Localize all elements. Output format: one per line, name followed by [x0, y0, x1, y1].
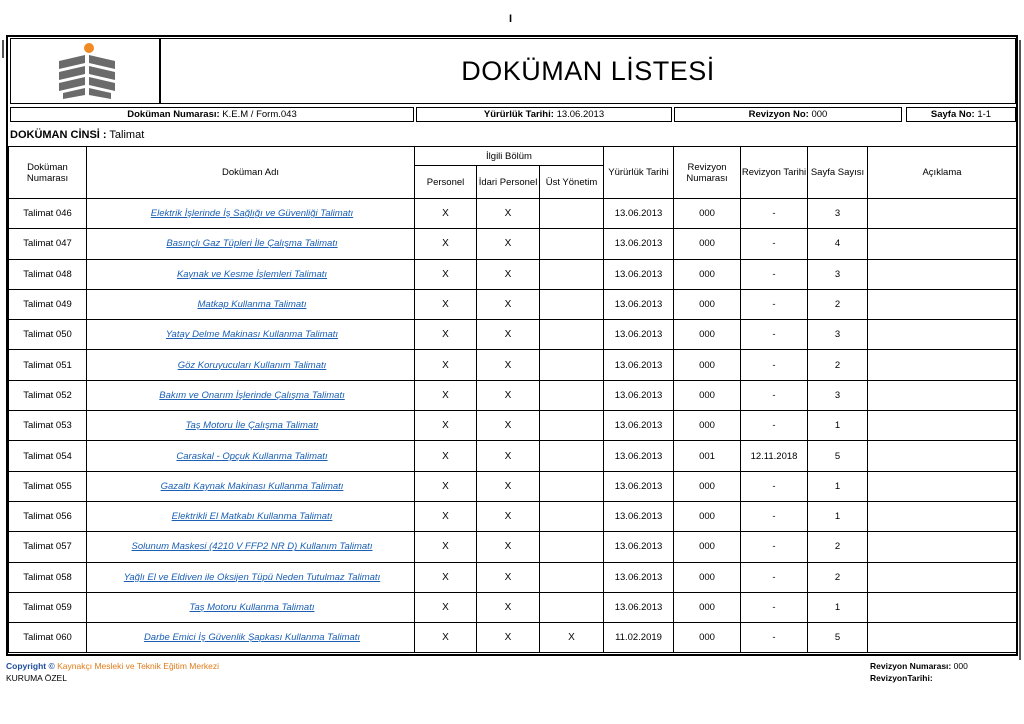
ust-yonetim-mark — [540, 259, 604, 289]
ust-yonetim-mark — [540, 532, 604, 562]
ust-yonetim-mark — [540, 289, 604, 319]
effective-date-cell: 13.06.2013 — [604, 532, 674, 562]
note-cell — [868, 380, 1017, 410]
personel-mark: X — [415, 592, 477, 622]
table-row — [9, 411, 1017, 441]
doc-name-link — [87, 562, 415, 592]
logo-box — [10, 38, 160, 104]
revision-no-value: 000 — [811, 109, 828, 120]
document-header — [8, 38, 1016, 104]
table-row — [9, 532, 1017, 562]
note-cell — [868, 501, 1017, 531]
personel-mark: X — [415, 380, 477, 410]
effective-date-cell: 13.06.2013 — [604, 259, 674, 289]
note-cell — [868, 320, 1017, 350]
footer-left — [6, 660, 219, 684]
personel-mark: X — [415, 289, 477, 319]
doc-number-cell: Talimat 055 — [9, 471, 87, 501]
doc-name-link[interactable]: Yağlı El ve Eldiven ile Oksijen Tüpü Neden Tutulmaz Talimatı — [123, 571, 381, 583]
page-count-cell: 3 — [808, 259, 868, 289]
note-cell — [868, 532, 1017, 562]
revision-number-cell: 000 — [674, 592, 741, 622]
header-doc-number: Doküman Numarası — [9, 147, 87, 199]
doc-name-link — [87, 441, 415, 471]
page-count-cell: 2 — [808, 562, 868, 592]
personel-mark: X — [415, 441, 477, 471]
page-count-cell: 3 — [808, 380, 868, 410]
effective-date-cell: 13.06.2013 — [604, 289, 674, 319]
revision-date-cell: - — [741, 471, 808, 501]
table-row — [9, 471, 1017, 501]
revision-number-cell: 000 — [674, 411, 741, 441]
page-count-cell: 1 — [808, 471, 868, 501]
doc-name-link[interactable]: Göz Koruyucuları Kullanım Talimatı — [177, 359, 327, 371]
doc-name-link — [87, 289, 415, 319]
ust-yonetim-mark — [540, 380, 604, 410]
revision-date-cell: - — [741, 501, 808, 531]
revision-no-cell — [674, 107, 902, 122]
doc-name-link — [87, 532, 415, 562]
page-mark: I — [509, 13, 513, 25]
header-doc-name: Doküman Adı — [87, 147, 415, 199]
page-count-cell: 5 — [808, 441, 868, 471]
header-effective-date: Yürürlük Tarihi — [604, 147, 674, 199]
table-row — [9, 592, 1017, 622]
personel-mark: X — [415, 199, 477, 229]
doc-name-link[interactable]: Elektrikli El Matkabı Kullanma Talimatı — [171, 511, 333, 523]
effective-date-cell: 13.06.2013 — [604, 229, 674, 259]
doc-name-link[interactable]: Kaynak ve Kesme İşlemleri Talimatı — [176, 268, 328, 280]
idari-personel-mark: X — [477, 623, 540, 653]
effective-date-label: Yürürlük Tarihi: — [483, 109, 554, 120]
ust-yonetim-mark — [540, 471, 604, 501]
personel-mark: X — [415, 411, 477, 441]
personel-mark: X — [415, 532, 477, 562]
table-row — [9, 441, 1017, 471]
revision-date-cell: - — [741, 623, 808, 653]
doc-number-cell — [10, 107, 414, 122]
doc-number-cell: Talimat 047 — [9, 229, 87, 259]
revision-date-cell: - — [741, 229, 808, 259]
doc-number-cell: Talimat 058 — [9, 562, 87, 592]
effective-date-cell: 11.02.2019 — [604, 623, 674, 653]
header-ust-yonetim: Üst Yönetim — [540, 166, 604, 199]
note-cell — [868, 199, 1017, 229]
personel-mark: X — [415, 259, 477, 289]
doc-name-link — [87, 259, 415, 289]
page-count-cell: 1 — [808, 592, 868, 622]
header-revision-number: Revizyon Numarası — [674, 147, 741, 199]
effective-date-cell: 13.06.2013 — [604, 199, 674, 229]
ust-yonetim-mark — [540, 320, 604, 350]
effective-date-cell: 13.06.2013 — [604, 320, 674, 350]
idari-personel-mark: X — [477, 441, 540, 471]
revision-number-cell: 000 — [674, 199, 741, 229]
note-cell — [868, 471, 1017, 501]
footer-rev-no-value: 000 — [953, 661, 968, 671]
effective-date-cell — [416, 107, 672, 122]
doc-number-cell: Talimat 057 — [9, 532, 87, 562]
doc-name-link[interactable]: Gazaltı Kaynak Makinası Kullanma Talimatı — [160, 480, 344, 492]
idari-personel-mark: X — [477, 501, 540, 531]
table-row — [9, 623, 1017, 653]
page-count-cell: 3 — [808, 199, 868, 229]
doc-number-cell: Talimat 052 — [9, 380, 87, 410]
ust-yonetim-mark: X — [540, 623, 604, 653]
footer-rev-date-label: RevizyonTarihi: — [870, 673, 933, 683]
revision-date-cell: - — [741, 532, 808, 562]
revision-number-cell: 000 — [674, 380, 741, 410]
effective-date-cell: 13.06.2013 — [604, 501, 674, 531]
doc-number-cell: Talimat 054 — [9, 441, 87, 471]
copyright-label: Copyright © — [6, 661, 55, 671]
doc-name-link[interactable]: Solunum Maskesi (4210 V FFP2 NR D) Kullanım Talimatı — [131, 541, 373, 553]
note-cell — [868, 350, 1017, 380]
doc-name-link[interactable]: Yatay Delme Makinası Kullanma Talimatı — [165, 329, 339, 341]
document-table — [8, 146, 1017, 653]
revision-number-cell: 000 — [674, 259, 741, 289]
doc-type-line — [10, 129, 144, 141]
note-cell — [868, 411, 1017, 441]
doc-number-cell: Talimat 046 — [9, 199, 87, 229]
idari-personel-mark: X — [477, 532, 540, 562]
doc-name-link[interactable]: Darbe Emici İş Güvenlik Şapkası Kullanma Talimatı — [143, 632, 361, 644]
doc-number-cell: Talimat 050 — [9, 320, 87, 350]
doc-name-link[interactable]: Elektrik İşlerinde İş Sağlığı ve Güvenliği Talimatı — [150, 208, 354, 220]
ust-yonetim-mark — [540, 441, 604, 471]
table-row — [9, 350, 1017, 380]
note-cell — [868, 623, 1017, 653]
doc-number-value: K.E.M / Form.043 — [222, 109, 297, 120]
doc-number-cell: Talimat 051 — [9, 350, 87, 380]
revision-number-cell: 001 — [674, 441, 741, 471]
doc-name-link — [87, 471, 415, 501]
table-row — [9, 501, 1017, 531]
book-logo-icon — [11, 39, 159, 103]
revision-date-cell: - — [741, 199, 808, 229]
ust-yonetim-mark — [540, 350, 604, 380]
table-row — [9, 259, 1017, 289]
personel-mark: X — [415, 320, 477, 350]
idari-personel-mark: X — [477, 320, 540, 350]
ust-yonetim-mark — [540, 562, 604, 592]
note-cell — [868, 289, 1017, 319]
header-page-count: Sayfa Sayısı — [808, 147, 868, 199]
table-row — [9, 229, 1017, 259]
table-row — [9, 289, 1017, 319]
revision-number-cell: 000 — [674, 623, 741, 653]
revision-date-cell: - — [741, 350, 808, 380]
doc-type-label: DOKÜMAN CİNSİ : — [10, 129, 107, 141]
page-count-cell: 4 — [808, 229, 868, 259]
personel-mark: X — [415, 350, 477, 380]
idari-personel-mark: X — [477, 471, 540, 501]
ust-yonetim-mark — [540, 229, 604, 259]
revision-number-cell: 000 — [674, 501, 741, 531]
doc-number-cell: Talimat 053 — [9, 411, 87, 441]
idari-personel-mark: X — [477, 411, 540, 441]
note-cell — [868, 441, 1017, 471]
doc-name-link — [87, 229, 415, 259]
revision-date-cell: - — [741, 592, 808, 622]
note-cell — [868, 592, 1017, 622]
doc-name-link[interactable]: Caraskal - Opçuk Kullanma Talimatı — [176, 450, 328, 462]
meta-bar — [8, 107, 1016, 124]
effective-date-cell: 13.06.2013 — [604, 350, 674, 380]
doc-name-link — [87, 199, 415, 229]
doc-name-link — [87, 623, 415, 653]
page-no-cell — [906, 107, 1016, 122]
footer-rev-no-label: Revizyon Numarası: — [870, 661, 952, 671]
revision-date-cell: - — [741, 289, 808, 319]
doc-name-link[interactable]: Taş Motoru Kullanma Talimatı — [189, 602, 315, 613]
revision-date-cell: - — [741, 259, 808, 289]
revision-number-cell: 000 — [674, 471, 741, 501]
header-idari-personel: İdari Personel — [477, 166, 540, 199]
personel-mark: X — [415, 623, 477, 653]
revision-date-cell: - — [741, 562, 808, 592]
title-box — [160, 38, 1016, 104]
ust-yonetim-mark — [540, 592, 604, 622]
doc-number-cell: Talimat 060 — [9, 623, 87, 653]
doc-name-link — [87, 350, 415, 380]
idari-personel-mark: X — [477, 562, 540, 592]
header-dept-group: İlgili Bölüm — [415, 147, 604, 166]
note-cell — [868, 562, 1017, 592]
revision-number-cell: 000 — [674, 229, 741, 259]
header-personel: Personel — [415, 166, 477, 199]
page-count-cell: 5 — [808, 623, 868, 653]
doc-number-cell: Talimat 056 — [9, 501, 87, 531]
ust-yonetim-mark — [540, 411, 604, 441]
table-row — [9, 320, 1017, 350]
revision-number-cell: 000 — [674, 350, 741, 380]
effective-date-cell: 13.06.2013 — [604, 592, 674, 622]
idari-personel-mark: X — [477, 229, 540, 259]
personel-mark: X — [415, 501, 477, 531]
doc-number-cell: Talimat 049 — [9, 289, 87, 319]
doc-name-link — [87, 380, 415, 410]
page-count-cell: 2 — [808, 350, 868, 380]
revision-number-cell: 000 — [674, 532, 741, 562]
idari-personel-mark: X — [477, 199, 540, 229]
effective-date-cell: 13.06.2013 — [604, 471, 674, 501]
effective-date-cell: 13.06.2013 — [604, 380, 674, 410]
doc-name-link — [87, 320, 415, 350]
idari-personel-mark: X — [477, 289, 540, 319]
page-no-label: Sayfa No: — [930, 109, 975, 120]
personel-mark: X — [415, 229, 477, 259]
doc-type-value: Talimat — [109, 129, 145, 141]
idari-personel-mark: X — [477, 259, 540, 289]
header-note: Açıklama — [868, 147, 1017, 199]
personel-mark: X — [415, 471, 477, 501]
scope-label: KURUMA ÖZEL — [6, 673, 67, 683]
doc-number-cell: Talimat 059 — [9, 592, 87, 622]
note-cell — [868, 229, 1017, 259]
idari-personel-mark: X — [477, 380, 540, 410]
page-title: DOKÜMAN LİSTESİ — [461, 55, 715, 86]
ust-yonetim-mark — [540, 199, 604, 229]
note-cell — [868, 259, 1017, 289]
doc-name-link[interactable]: Bakım ve Onarım İşlerinde Çalışma Talimatı — [159, 389, 345, 401]
doc-name-link — [87, 411, 415, 441]
personel-mark: X — [415, 562, 477, 592]
revision-number-cell: 000 — [674, 562, 741, 592]
right-edge-line — [1019, 40, 1021, 660]
doc-number-label: Doküman Numarası: — [127, 109, 220, 120]
table-row — [9, 380, 1017, 410]
revision-no-label: Revizyon No: — [748, 109, 809, 120]
revision-date-cell: 12.11.2018 — [741, 441, 808, 471]
page-count-cell: 1 — [808, 411, 868, 441]
table-row — [9, 562, 1017, 592]
page-count-cell: 2 — [808, 532, 868, 562]
doc-name-link[interactable]: Taş Motoru İle Çalışma Talimatı — [185, 420, 319, 432]
idari-personel-mark: X — [477, 350, 540, 380]
page-count-cell: 2 — [808, 289, 868, 319]
page-count-cell: 1 — [808, 501, 868, 531]
header-revision-date: Revizyon Tarihi — [741, 147, 808, 199]
revision-date-cell: - — [741, 380, 808, 410]
organization-name: Kaynakçı Mesleki ve Teknik Eğitim Merkezi — [57, 661, 220, 671]
table-row — [9, 199, 1017, 229]
page-no-value: 1-1 — [977, 109, 992, 120]
left-edge-line — [2, 40, 4, 58]
footer-right — [870, 660, 968, 684]
effective-date-value: 13.06.2013 — [556, 109, 605, 120]
revision-date-cell: - — [741, 320, 808, 350]
effective-date-cell: 13.06.2013 — [604, 441, 674, 471]
revision-number-cell: 000 — [674, 289, 741, 319]
page-count-cell: 3 — [808, 320, 868, 350]
revision-date-cell: - — [741, 411, 808, 441]
idari-personel-mark: X — [477, 592, 540, 622]
doc-name-link — [87, 501, 415, 531]
doc-name-link[interactable]: Matkap Kullanma Talimatı — [197, 299, 307, 311]
doc-name-link[interactable]: Basınçlı Gaz Tüpleri İle Çalışma Talimatı — [166, 238, 338, 250]
revision-number-cell: 000 — [674, 320, 741, 350]
ust-yonetim-mark — [540, 501, 604, 531]
doc-number-cell: Talimat 048 — [9, 259, 87, 289]
effective-date-cell: 13.06.2013 — [604, 411, 674, 441]
doc-name-link — [87, 592, 415, 622]
effective-date-cell: 13.06.2013 — [604, 562, 674, 592]
